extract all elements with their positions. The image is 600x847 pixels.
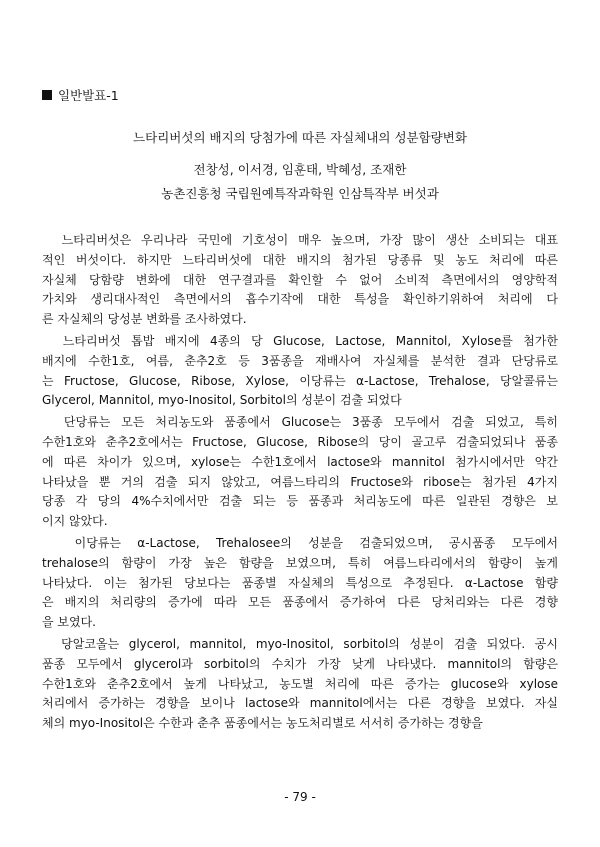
text-line: 처리에서 증가하는 경향을 보이나 lactose와 mannitol에서는 다른 경향을 보였다. 자실 <box>42 696 558 711</box>
abstract-body <box>42 231 558 734</box>
text-line: 단당류는 모든 처리농도와 품종에서 Glucose는 3품종 모두에서 검출 되었고, 특히 <box>42 415 558 430</box>
section-label-text: 일반발표-1 <box>58 88 119 103</box>
text-line: 나타났다. 이는 첨가된 당보다는 품종별 자실체의 특성으로 추정된다. α-Lactose 함량 <box>42 575 558 590</box>
text-line: 을 보였다. <box>42 615 96 630</box>
affiliation: 농촌진흥청 국립원예특작과학원 인삼특작부 버섯과 <box>161 186 439 201</box>
paragraph <box>42 635 558 734</box>
text-line: 당종 각 당의 4%수치에서만 검출 되는 등 품종과 처리농도에 따른 일관된 경향은 보 <box>42 494 558 509</box>
text-line: 나타났을 뿐 거의 검출 되지 않았고, 여름느타리의 Fructose와 ribose는 첨가된 4가지 <box>42 474 558 489</box>
text-line: 당알코올는 glycerol, mannitol, myo-Inositol, sorbitol의 성분이 검출 되었다. 공시 <box>42 636 558 651</box>
text-line: 느타리버섯 톱밥 배지에 4종의 당 Glucose, Lactose, Mannitol, Xylose를 첨가한 <box>42 333 558 348</box>
text-line: 이당류는 α-Lactose, Trehalosee의 성분을 검출되었으며, 공시품종 모두에서 <box>42 535 558 550</box>
paragraph <box>42 413 558 532</box>
paragraph <box>42 332 558 411</box>
text-line: 체의 myo-Inositol은 수한과 춘추 품종에서는 농도처리별로 서서히 증가하는 경향을 <box>42 716 483 731</box>
text-line: 이지 않았다. <box>42 514 108 529</box>
text-line: 자실체 당함량 변화에 대한 연구결과를 확인할 수 없어 소비적 측면에서의 영양학적 <box>42 272 558 287</box>
paragraph <box>42 231 558 330</box>
author-list: 전창성, 이서경, 임훈태, 박혜성, 조재한 <box>193 162 407 177</box>
black-square-icon <box>42 90 52 100</box>
text-line: 는 Fructose, Glucose, Ribose, Xylose, 이당류는 α-Lactose, Trehalose, 당알콜류는 <box>42 373 558 388</box>
text-line: 적인 버섯이다. 하지만 느타리버섯에 대한 배지의 첨가된 당종류 및 농도 처리에 따른 <box>42 252 558 267</box>
text-line: 느타리버섯은 우리나라 국민에 기호성이 매우 높으며, 가장 많이 생산 소비되는 대표 <box>42 233 558 247</box>
text-line: 은 배지의 처리량의 증가에 따라 모든 품종에서 증가하여 다른 당처리와는 다른 경향 <box>42 595 558 610</box>
text-line: 가치와 생리대사적인 측면에서의 흡수기작에 대한 특성을 확인하기위하여 처리에 다 <box>42 292 558 307</box>
text-line: trehalose의 함량이 가장 높은 함량을 보였으며, 특히 여름느타리에서의 함량이 높게 <box>42 555 558 570</box>
text-line: Glycerol, Mannitol, myo-Inositol, Sorbitol의 성분이 검출 되었다 <box>42 393 402 408</box>
text-line: 수한1호와 춘추2호에서는 Fructose, Glucose, Ribose의 당이 골고루 검출되었되나 품종 <box>42 434 558 449</box>
paragraph <box>42 534 558 633</box>
text-line: 에 따른 차이가 있으며, xylose는 수한1호에서 lactose와 mannitol 첨가시에서만 약간 <box>42 454 558 469</box>
text-line: 배지에 수한1호, 여름, 춘추2호 등 3품종을 재배사여 자실체를 분석한 결과 단당류로 <box>42 353 558 368</box>
paper-title: 느타리버섯의 배지의 당첨가에 따른 자실체내의 성분함량변화 <box>133 130 467 145</box>
text-line: 른 자실체의 당성분 변화를 조사하였다. <box>42 312 247 327</box>
section-label <box>42 86 119 104</box>
text-line: 수한1호와 춘추2호에서 높게 나타났고, 농도별 처리에 따른 증가는 glucose와 xylose <box>42 676 558 691</box>
text-line: 품종 모두에서 glycerol과 sorbitol의 수치가 가장 낮게 나타냈다. mannitol의 함량은 <box>42 656 558 671</box>
page-number: - 79 - <box>284 790 316 804</box>
